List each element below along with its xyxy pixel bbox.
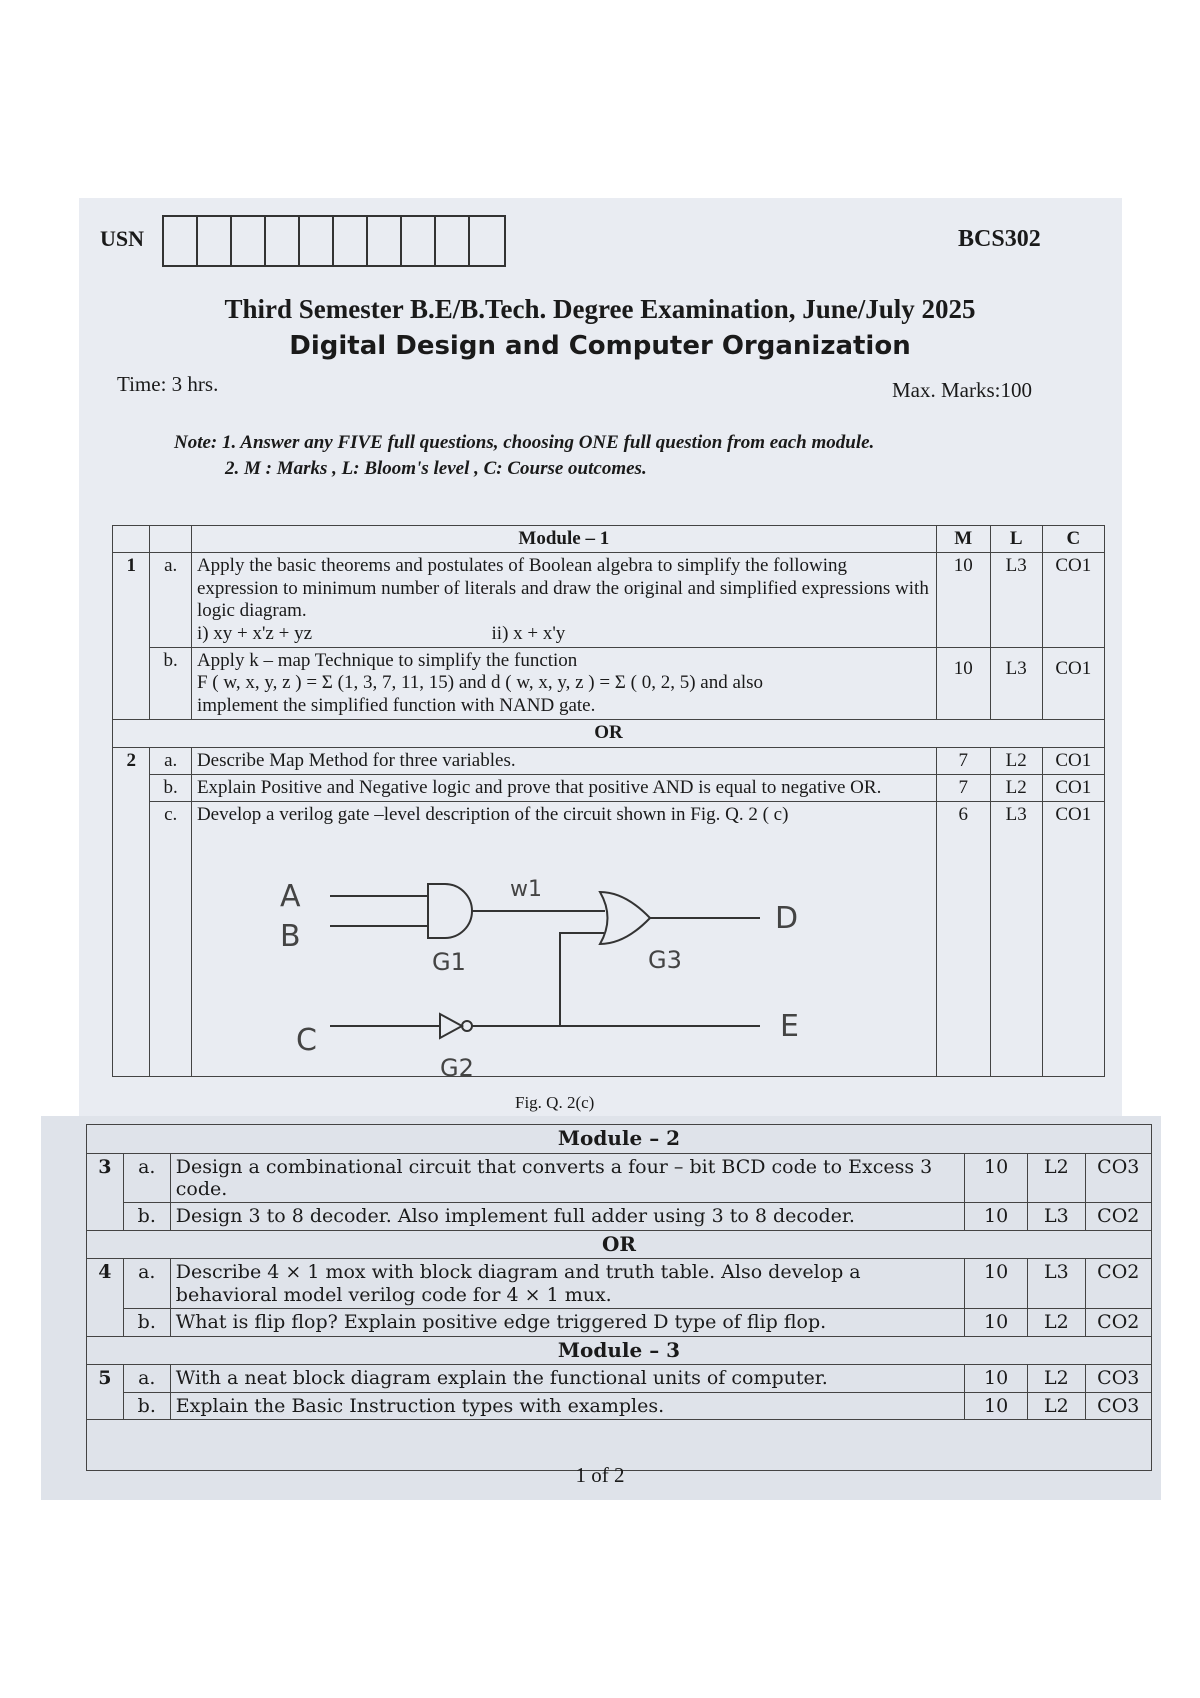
- question-text: Design a combinational circuit that converts a four – bit BCD code to Excess 3 code.: [170, 1153, 964, 1203]
- usn-digit-box[interactable]: [300, 217, 334, 265]
- or-separator: OR: [113, 720, 1105, 747]
- question-text: With a neat block diagram explain the functional units of computer.: [170, 1365, 964, 1392]
- module-3-title: Module – 3: [87, 1336, 1152, 1365]
- question-5b-row: [87, 1392, 1152, 1419]
- time-allowed: Time: 3 hrs.: [117, 372, 219, 396]
- sub-label: c.: [150, 802, 192, 1077]
- max-marks: Max. Marks:100: [892, 378, 1032, 402]
- marks-value: 10: [964, 1259, 1027, 1309]
- label-input-b: B: [280, 919, 301, 954]
- label-input-c: C: [296, 1023, 317, 1058]
- sub-label: b.: [123, 1392, 170, 1419]
- co-value: CO3: [1085, 1365, 1151, 1392]
- question-2b-row: [113, 775, 1105, 802]
- level-value: L3: [990, 648, 1042, 720]
- label-gate-g3: G3: [648, 946, 682, 974]
- marks-value: 7: [936, 747, 990, 774]
- question-text: Describe Map Method for three variables.: [191, 747, 936, 774]
- note-line-2: 2. M : Marks , L: Bloom's level , C: Course outcomes.: [225, 458, 647, 479]
- page-number: 1 of 2: [575, 1463, 625, 1487]
- question-number: 2: [113, 747, 150, 1077]
- question-1a-expr1: i) xy + x'z + yz: [196, 622, 313, 644]
- level-value: L3: [990, 802, 1042, 1077]
- question-number: 3: [87, 1153, 124, 1230]
- usn-label: USN: [100, 226, 145, 251]
- col-header-level: L: [990, 526, 1042, 553]
- col-header-co: C: [1042, 526, 1104, 553]
- sub-label: a.: [123, 1259, 170, 1309]
- question-1a-row: [113, 553, 1105, 648]
- question-text: What is flip flop? Explain positive edge triggered D type of flip flop.: [170, 1309, 964, 1336]
- sub-label: a.: [150, 747, 192, 774]
- question-1b-expr: F ( w, x, y, z ) = Σ (1, 3, 7, 11, 15) and d ( w, x, y, z ) = Σ ( 0, 2, 5) and also: [196, 672, 764, 694]
- question-2a-row: [113, 747, 1105, 774]
- question-number: 1: [113, 553, 150, 720]
- level-value: L2: [990, 747, 1042, 774]
- question-3b-row: [87, 1203, 1152, 1230]
- sub-label: a.: [123, 1365, 170, 1392]
- question-text: Describe 4 × 1 mox with block diagram and truth table. Also develop a behavioral model verilog code for 4 × 1 mux.: [170, 1259, 964, 1309]
- question-3a-row: [87, 1153, 1152, 1203]
- usn-digit-box[interactable]: [266, 217, 300, 265]
- label-input-a: A: [280, 879, 301, 914]
- module-2-title: Module – 2: [87, 1125, 1152, 1154]
- subject-title: Digital Design and Computer Organization: [289, 331, 911, 361]
- or-separator: OR: [87, 1230, 1152, 1259]
- sub-label: b.: [150, 775, 192, 802]
- co-value: CO2: [1085, 1203, 1151, 1230]
- usn-digit-box[interactable]: [470, 217, 504, 265]
- co-value: CO1: [1042, 553, 1104, 648]
- question-1b-text: Apply k – map Technique to simplify the function: [196, 650, 578, 672]
- marks-value: 10: [964, 1392, 1027, 1419]
- question-text: [191, 802, 936, 1077]
- sub-label: a.: [123, 1153, 170, 1203]
- level-value: L2: [1028, 1153, 1085, 1203]
- question-4b-row: [87, 1309, 1152, 1336]
- usn-digit-box[interactable]: [368, 217, 402, 265]
- question-text: [191, 648, 936, 720]
- question-1b-row: [113, 648, 1105, 720]
- usn-digit-box[interactable]: [198, 217, 232, 265]
- level-value: L2: [990, 775, 1042, 802]
- co-value: CO1: [1042, 802, 1104, 1077]
- note-line-1: Note: 1. Answer any FIVE full questions, choosing ONE full question from each module.: [174, 432, 875, 453]
- subject-code: BCS302: [958, 226, 1041, 252]
- usn-digit-box[interactable]: [232, 217, 266, 265]
- marks-value: 10: [964, 1309, 1027, 1336]
- question-text: [191, 553, 936, 648]
- question-text: Explain the Basic Instruction types with examples.: [170, 1392, 964, 1419]
- question-4a-row: [87, 1259, 1152, 1309]
- marks-value: 10: [936, 553, 990, 648]
- col-header-marks: M: [936, 526, 990, 553]
- question-text: Design 3 to 8 decoder. Also implement full adder using 3 to 8 decoder.: [170, 1203, 964, 1230]
- usn-digit-box[interactable]: [334, 217, 368, 265]
- co-value: CO3: [1085, 1392, 1151, 1419]
- level-value: L2: [1028, 1365, 1085, 1392]
- question-text: Explain Positive and Negative logic and prove that positive AND is equal to negative OR.: [191, 775, 936, 802]
- question-number: 5: [87, 1365, 124, 1420]
- label-gate-g2: G2: [440, 1054, 474, 1082]
- co-value: CO2: [1085, 1309, 1151, 1336]
- co-value: CO3: [1085, 1153, 1151, 1203]
- module-1-table: [112, 525, 1105, 1077]
- usn-digit-box[interactable]: [164, 217, 198, 265]
- module-1-title: Module – 1: [191, 526, 936, 553]
- marks-value: 6: [936, 802, 990, 1077]
- question-2c-row: [113, 802, 1105, 1077]
- level-value: L2: [1028, 1309, 1085, 1336]
- marks-value: 10: [936, 648, 990, 720]
- question-5a-row: [87, 1365, 1152, 1392]
- co-value: CO1: [1042, 775, 1104, 802]
- marks-value: 10: [964, 1153, 1027, 1203]
- sub-label: b.: [150, 648, 192, 720]
- question-1a-expr2: ii) x + x'y: [491, 622, 566, 644]
- marks-value: 7: [936, 775, 990, 802]
- marks-value: 10: [964, 1203, 1027, 1230]
- question-2c-text: Develop a verilog gate –level description of the circuit shown in Fig. Q. 2 ( c): [196, 804, 789, 826]
- label-gate-g1: G1: [432, 948, 466, 976]
- question-1a-text: Apply the basic theorems and postulates of Boolean algebra to simplify the following expression to minimum number of literals and draw the original and simplified expressions with logic diagram.: [196, 555, 929, 622]
- sub-label: b.: [123, 1309, 170, 1336]
- usn-digit-box[interactable]: [436, 217, 470, 265]
- usn-digit-box[interactable]: [402, 217, 436, 265]
- sub-label: a.: [150, 553, 192, 648]
- level-value: L3: [1028, 1203, 1085, 1230]
- question-number: 4: [87, 1259, 124, 1336]
- label-wire-w1: w1: [510, 877, 542, 902]
- figure-caption: Fig. Q. 2(c): [515, 1093, 595, 1112]
- question-1b-text2: implement the simplified function with NAND gate.: [196, 694, 596, 716]
- exam-title: Third Semester B.E/B.Tech. Degree Examination, June/July 2025: [224, 294, 976, 324]
- co-value: CO1: [1042, 747, 1104, 774]
- label-output-d: D: [775, 901, 799, 936]
- label-output-e: E: [780, 1009, 799, 1044]
- level-value: L2: [1028, 1392, 1085, 1419]
- sub-label: b.: [123, 1203, 170, 1230]
- co-value: CO2: [1085, 1259, 1151, 1309]
- level-value: L3: [990, 553, 1042, 648]
- co-value: CO1: [1042, 648, 1104, 720]
- usn-boxes: [162, 215, 506, 267]
- level-value: L3: [1028, 1259, 1085, 1309]
- module-2-3-table: [86, 1124, 1152, 1471]
- marks-value: 10: [964, 1365, 1027, 1392]
